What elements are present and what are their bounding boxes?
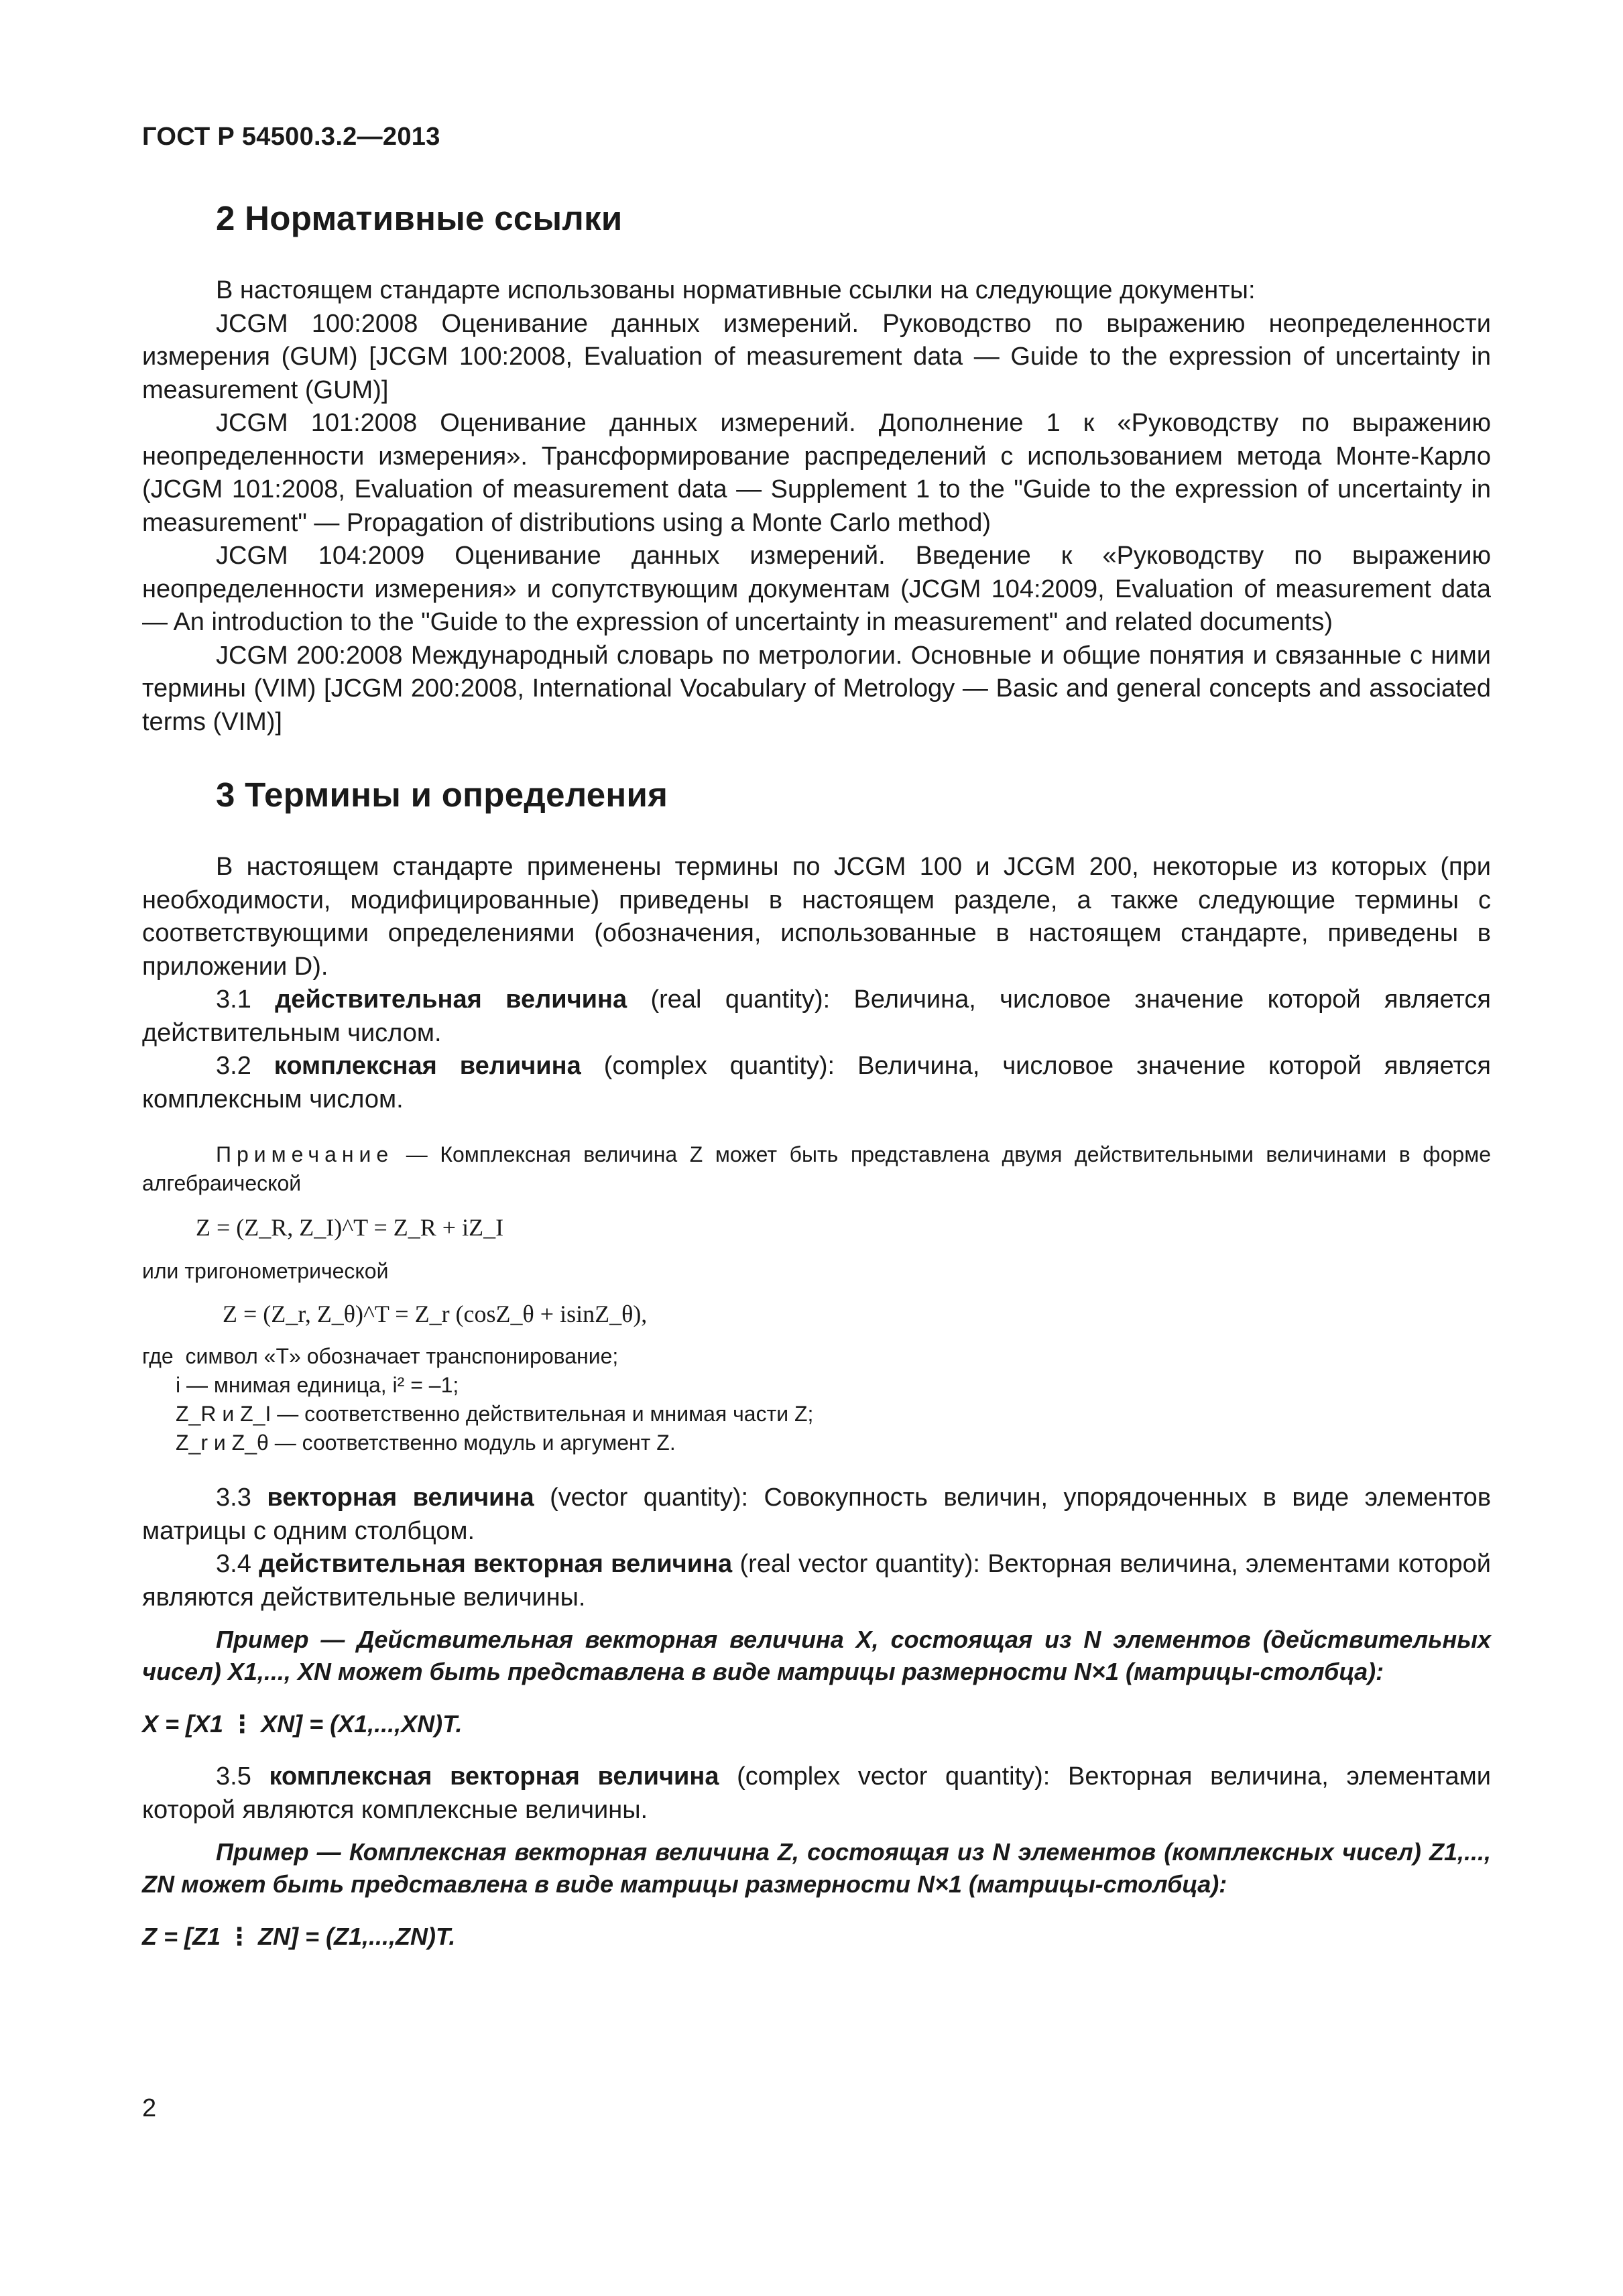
term-definition: (vector quantity): Совокупность величин, упорядоченных в виде элементов матрицы с одним столбцом. [142, 1484, 1492, 1545]
term-definition: (complex quantity): Величина, числовое значение которой является комплексным числом. [142, 1052, 1492, 1113]
note-text: — Комплексная величина Z может быть представлена двумя действительными величинами в форме алгебраической [142, 1142, 1491, 1195]
note-or-text: или тригонометрической [142, 1259, 389, 1283]
term-name: комплексная векторная величина [269, 1762, 719, 1791]
term-3-2 [142, 1050, 1491, 1116]
standard-header: ГОСТ Р 54500.3.2—2013 [142, 123, 440, 151]
term-name: комплексная величина [274, 1052, 581, 1080]
term-number: 3.2 [216, 1052, 251, 1080]
term-name: действительная величина [275, 985, 627, 1014]
section-2-paragraph: JCGM 100:2008 Оценивание данных измерений. Руководство по выражению неопределенности измерения (GUM) [JCGM 100:2008, Evaluation of measurement data — Guide to the expression of uncertainty in measurement (GUM)] [142, 309, 1491, 404]
section-2-paragraph: JCGM 104:2009 Оценивание данных измерений. Введение к «Руководству по выражению неопределенности измерения» и сопутствующим документам (JCGM 104:2009, Evaluation of measurement data — An introduction to the "Guide to the expression of uncertainty in measurement" and related documents) [142, 542, 1491, 636]
term-3-1 [142, 983, 1491, 1050]
note-label: Примечание [216, 1142, 394, 1166]
example-complex-vector: Пример — Комплексная векторная величина Z, состоящая из N элементов (комплексных чисел) Z1,..., ZN может быть представлена в виде матрицы размерности N×1 (матрицы-столбца): [142, 1838, 1491, 1898]
term-3-5 [142, 1760, 1491, 1827]
term-number: 3.1 [216, 985, 251, 1014]
term-definition: (complex vector quantity): Векторная величина, элементами которой являются комплексные величины. [142, 1762, 1492, 1824]
where-item: i — мнимая единица, i² = –1; [176, 1373, 459, 1397]
formula-algebraic: Z = (Z_R, Z_I)^T = Z_R + iZ_I [196, 1214, 504, 1241]
term-number: 3.3 [216, 1484, 251, 1512]
example-real-vector: Пример — Действительная векторная величина X, состоящая из N элементов (действительных чисел) X1,..., XN может быть представлена в виде матрицы размерности N×1 (матрицы-столбца): [142, 1626, 1491, 1685]
where-line [142, 1342, 1491, 1371]
matrix-formula-z: Z = [Z1 ⋮ ZN] = (Z1,...,ZN)T. [142, 1923, 456, 1950]
term-3-3 [142, 1482, 1491, 1548]
section-2-paragraph: JCGM 200:2008 Международный словарь по метрологии. Основные и общие понятия и связанные с ними термины (VIM) [JCGM 200:2008, International Vocabulary of Metrology — Basic and general concepts and associated terms (VIM)] [142, 641, 1491, 736]
where-item: Z_r и Z_θ — соответственно модуль и аргумент Z. [176, 1431, 676, 1455]
section-2-paragraph: В настоящем стандарте использованы нормативные ссылки на следующие документы: [216, 276, 1256, 304]
section-2-heading: 2 Нормативные ссылки [216, 199, 623, 237]
term-definition: (real quantity): Величина, числовое значение которой является действительным числом. [142, 985, 1491, 1047]
term-number: 3.5 [216, 1762, 251, 1791]
section-3-heading: 3 Термины и определения [216, 776, 668, 814]
where-item: Z_R и Z_I — соответственно действительная и мнимая части Z; [176, 1402, 814, 1426]
note-lead [142, 1140, 1491, 1198]
page-number: 2 [142, 2094, 157, 2122]
term-3-4 [142, 1548, 1491, 1614]
term-number: 3.4 [216, 1550, 251, 1578]
where-item: символ «T» обозначает транспонирование; [185, 1344, 619, 1368]
term-definition: (real vector quantity): Векторная величина, элементами которой являются действительные величины. [142, 1550, 1491, 1612]
formula-trigonometric: Z = (Z_r, Z_θ)^T = Z_r (cosZ_θ + isinZ_θ), [223, 1301, 648, 1327]
page-content [142, 194, 1491, 1953]
where-word: где [142, 1344, 174, 1368]
term-name: векторная величина [267, 1484, 534, 1512]
section-3-intro: В настоящем стандарте применены термины по JCGM 100 и JCGM 200, некоторые из которых (при необходимости, модифицированные) приведены в настоящем разделе, а также следующие термины с соответствующими определениями (обозначения, использованные в настоящем стандарте, приведены в приложении D). [142, 853, 1491, 981]
note-block [142, 1140, 1491, 1457]
section-2-paragraph: JCGM 101:2008 Оценивание данных измерений. Дополнение 1 к «Руководству по выражению неопределенности измерения». Трансформирование распределений с использованием метода Монте-Карло (JCGM 101:2008, Evaluation of measurement data — Supplement 1 to the "Guide to the expression of uncertainty in measurement" — Propagation of distributions using a Monte Carlo method) [142, 409, 1491, 537]
term-name: действительная векторная величина [259, 1550, 733, 1578]
matrix-formula-x: X = [X1 ⋮ XN] = (X1,...,XN)T. [142, 1710, 463, 1738]
